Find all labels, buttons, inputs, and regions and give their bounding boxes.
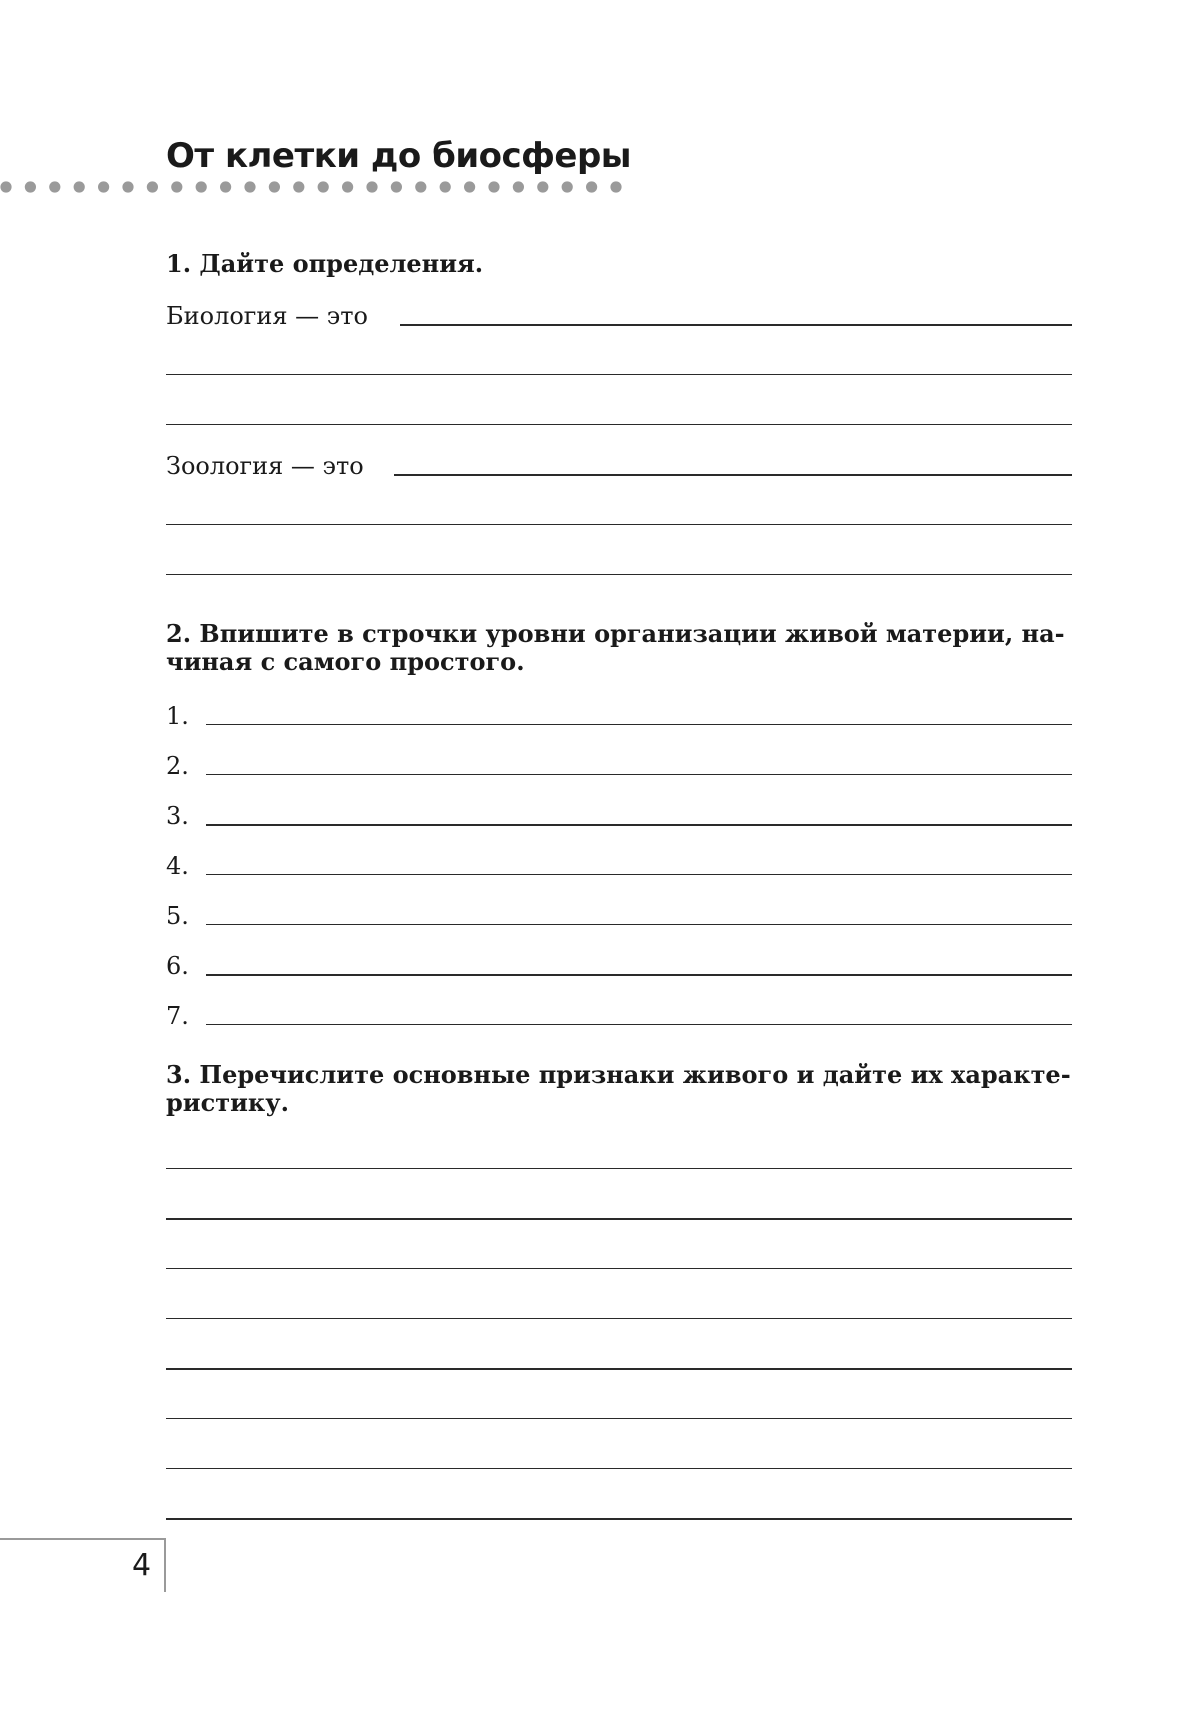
level-answer-line[interactable] (206, 724, 1072, 725)
divider-dot (49, 181, 60, 192)
divider-dot (562, 181, 573, 192)
def1-answer-line[interactable] (400, 324, 1072, 326)
divider-dot (244, 181, 255, 192)
level-answer-line[interactable] (206, 1024, 1072, 1025)
task3-answer-line[interactable] (166, 1168, 1072, 1169)
task3-answer-line[interactable] (166, 1418, 1072, 1419)
divider-dot (0, 181, 11, 192)
level-answer-line[interactable] (206, 974, 1072, 976)
divider-dot (25, 181, 36, 192)
divider-dot (342, 181, 353, 192)
def1-answer-line-2[interactable] (166, 374, 1072, 375)
divider-dot (122, 181, 133, 192)
task3-heading-line2: ристику. (166, 1088, 289, 1117)
task2-heading-line1: 2. Впишите в строчки уровни организации живой материи, на- (166, 619, 1065, 648)
task3-answer-line[interactable] (166, 1518, 1072, 1520)
page-number: 4 (132, 1548, 152, 1583)
task3-answer-line[interactable] (166, 1268, 1072, 1269)
divider-dot (586, 181, 597, 192)
divider-dot (440, 181, 451, 192)
divider-dot (415, 181, 426, 192)
task3-heading-line1: 3. Перечислите основные признаки живого и дайте их характе- (166, 1060, 1071, 1089)
divider-dot (147, 181, 158, 192)
divider-dot (610, 181, 621, 192)
task3-answer-line[interactable] (166, 1318, 1072, 1319)
task3-answer-line[interactable] (166, 1468, 1072, 1469)
level-number: 5. (166, 902, 189, 930)
def1-answer-line-3[interactable] (166, 424, 1072, 425)
task1-heading: 1. Дайте определения. (166, 249, 484, 278)
divider-dot (366, 181, 377, 192)
level-number: 3. (166, 802, 189, 830)
level-number: 6. (166, 952, 189, 980)
divider-dot (220, 181, 231, 192)
def2-answer-line-2[interactable] (166, 524, 1072, 525)
divider-dot (196, 181, 207, 192)
task3-answer-line[interactable] (166, 1368, 1072, 1370)
level-number: 4. (166, 852, 189, 880)
divider-dot (488, 181, 499, 192)
level-answer-line[interactable] (206, 874, 1072, 875)
def2-label: Зоология — это (166, 452, 364, 480)
task3-answer-line[interactable] (166, 1218, 1072, 1220)
divider-dot (98, 181, 109, 192)
def1-label: Биология — это (166, 302, 368, 330)
divider-dot (269, 181, 280, 192)
level-number: 2. (166, 752, 189, 780)
def2-answer-line-3[interactable] (166, 574, 1072, 575)
level-answer-line[interactable] (206, 774, 1072, 775)
divider-dot (464, 181, 475, 192)
divider-dot (537, 181, 548, 192)
divider-dot (74, 181, 85, 192)
task2-heading-line2: чиная с самого простого. (166, 647, 525, 676)
dotted-divider (0, 180, 640, 194)
page-number-bar (164, 1538, 166, 1592)
level-number: 1. (166, 702, 189, 730)
def2-answer-line[interactable] (394, 474, 1072, 476)
level-answer-line[interactable] (206, 824, 1072, 826)
divider-dot (171, 181, 182, 192)
divider-dot (513, 181, 524, 192)
level-answer-line[interactable] (206, 924, 1072, 925)
divider-dot (293, 181, 304, 192)
divider-dot (391, 181, 402, 192)
level-number: 7. (166, 1002, 189, 1030)
page-number-rule (0, 1538, 166, 1540)
page-title: От клетки до биосферы (166, 136, 632, 176)
divider-dot (318, 181, 329, 192)
